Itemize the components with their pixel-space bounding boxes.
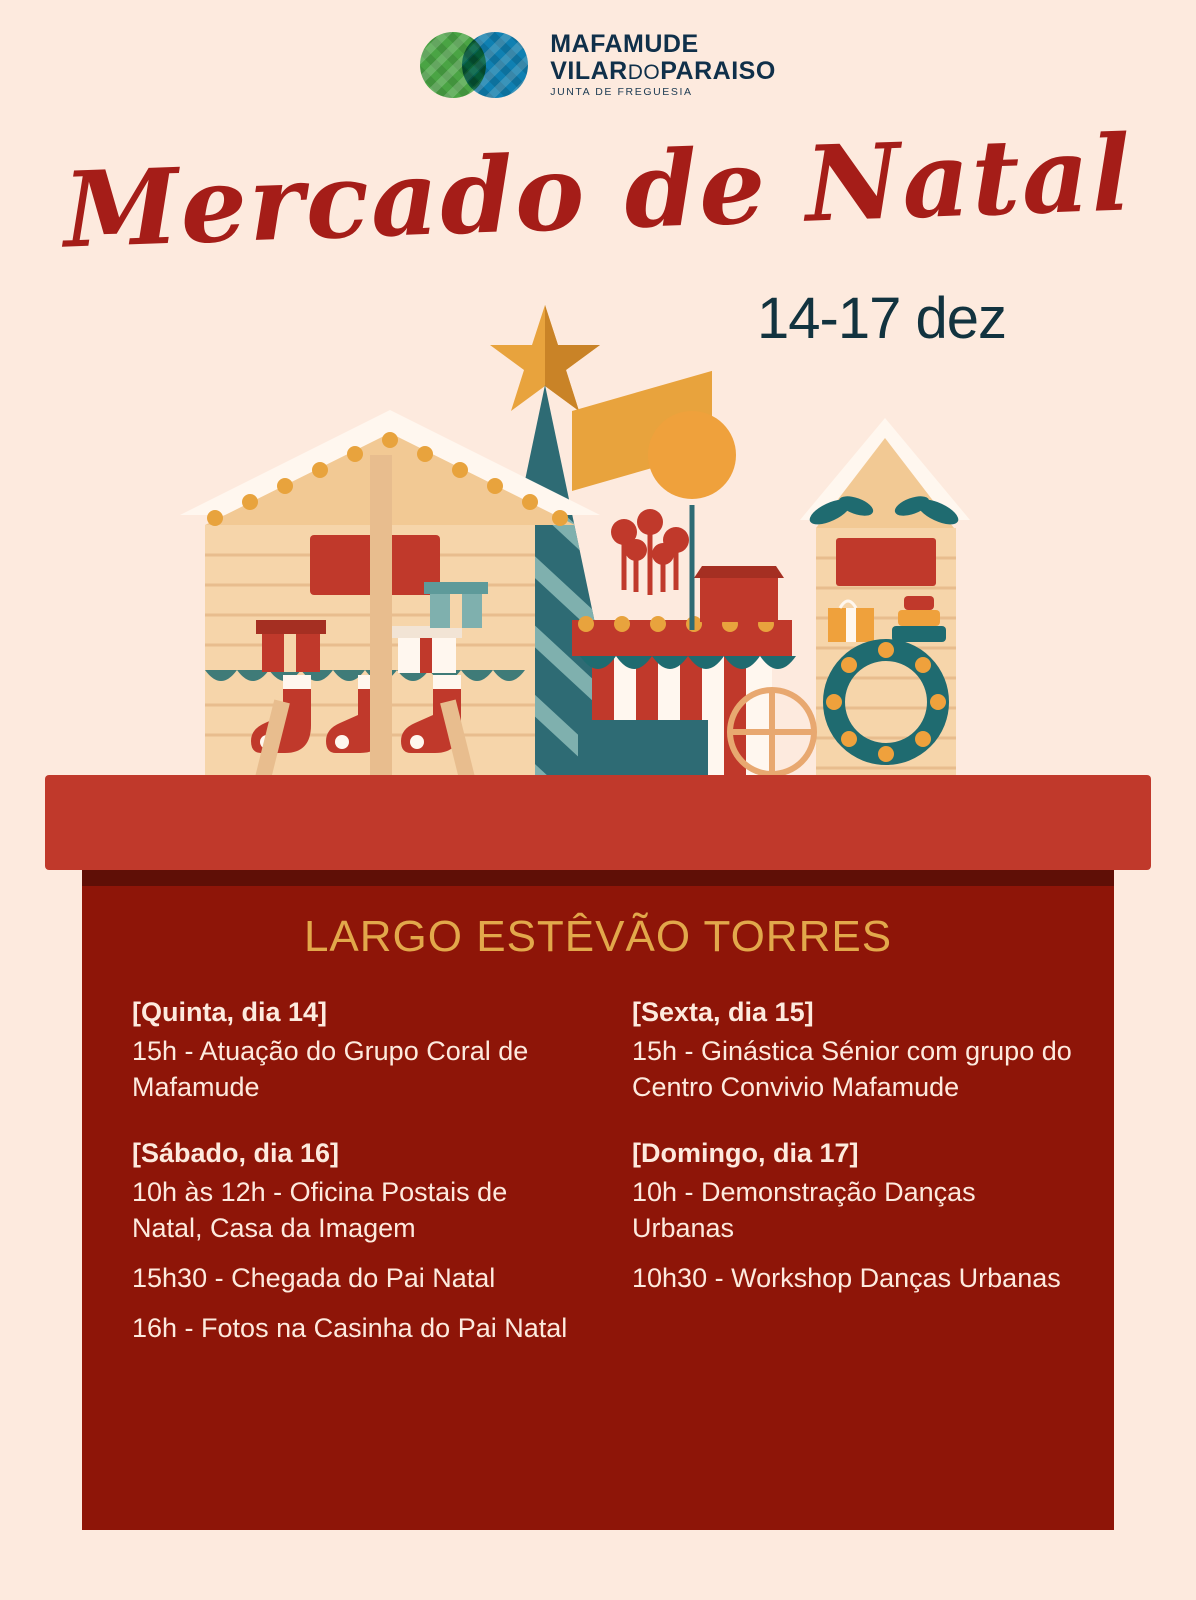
day-block-sexta — [632, 995, 1080, 1106]
logo-blue-circle-icon — [462, 32, 528, 98]
logo-line-junta: JUNTA DE FREGUESIA — [550, 86, 693, 99]
schedule-columns — [132, 995, 1082, 1377]
day-heading: [Sábado, dia 16] — [132, 1137, 340, 1168]
day-line: 15h - Atuação do Grupo Coral de Mafamude — [132, 1036, 529, 1102]
panel-shadow — [82, 870, 1114, 886]
logo-do: DO — [627, 60, 661, 84]
market-stall-center — [572, 371, 796, 780]
day-block-sabado — [132, 1136, 580, 1347]
brand-logo — [0, 28, 1196, 102]
logo-line-vilar-do-paraiso — [550, 58, 776, 85]
logo-paraiso: PARAISO — [660, 56, 776, 85]
logo-marks — [420, 28, 540, 102]
stall-sign-right — [836, 538, 936, 586]
logo-line-mafamude: MAFAMUDE — [550, 30, 699, 59]
day-heading: [Sexta, dia 15] — [632, 997, 814, 1027]
day-line: 10h30 - Workshop Danças Urbanas — [632, 1262, 1061, 1293]
ornament-circle-cross — [730, 690, 814, 774]
day-line: 15h30 - Chegada do Pai Natal — [132, 1262, 496, 1293]
logo-vilar: VILAR — [550, 56, 628, 85]
day-line: 16h - Fotos na Casinha do Pai Natal — [132, 1312, 568, 1343]
poster-title: Mercado de Natal — [61, 111, 1135, 272]
day-heading: [Quinta, dia 14] — [132, 997, 328, 1027]
day-line: 10h - Demonstração Danças Urbanas — [632, 1177, 976, 1243]
day-heading: [Domingo, dia 17] — [632, 1137, 859, 1168]
day-line: 15h - Ginástica Sénior com grupo do Centro Convivio Mafamude — [632, 1036, 1072, 1102]
panel-shelf — [45, 775, 1151, 870]
day-block-quinta — [132, 995, 580, 1106]
schedule-column-right — [632, 995, 1080, 1377]
day-block-domingo — [632, 1136, 1080, 1297]
schedule-column-left — [132, 995, 580, 1377]
market-stall-right — [800, 418, 970, 780]
logo-wordmark — [550, 31, 776, 98]
flower-stems — [611, 509, 689, 595]
day-line: 10h às 12h - Oficina Postais de Natal, Casa da Imagem — [132, 1177, 508, 1243]
poster-dates: 14-17 dez — [757, 286, 1006, 351]
venue-name: LARGO ESTÊVÃO TORRES — [303, 912, 893, 961]
